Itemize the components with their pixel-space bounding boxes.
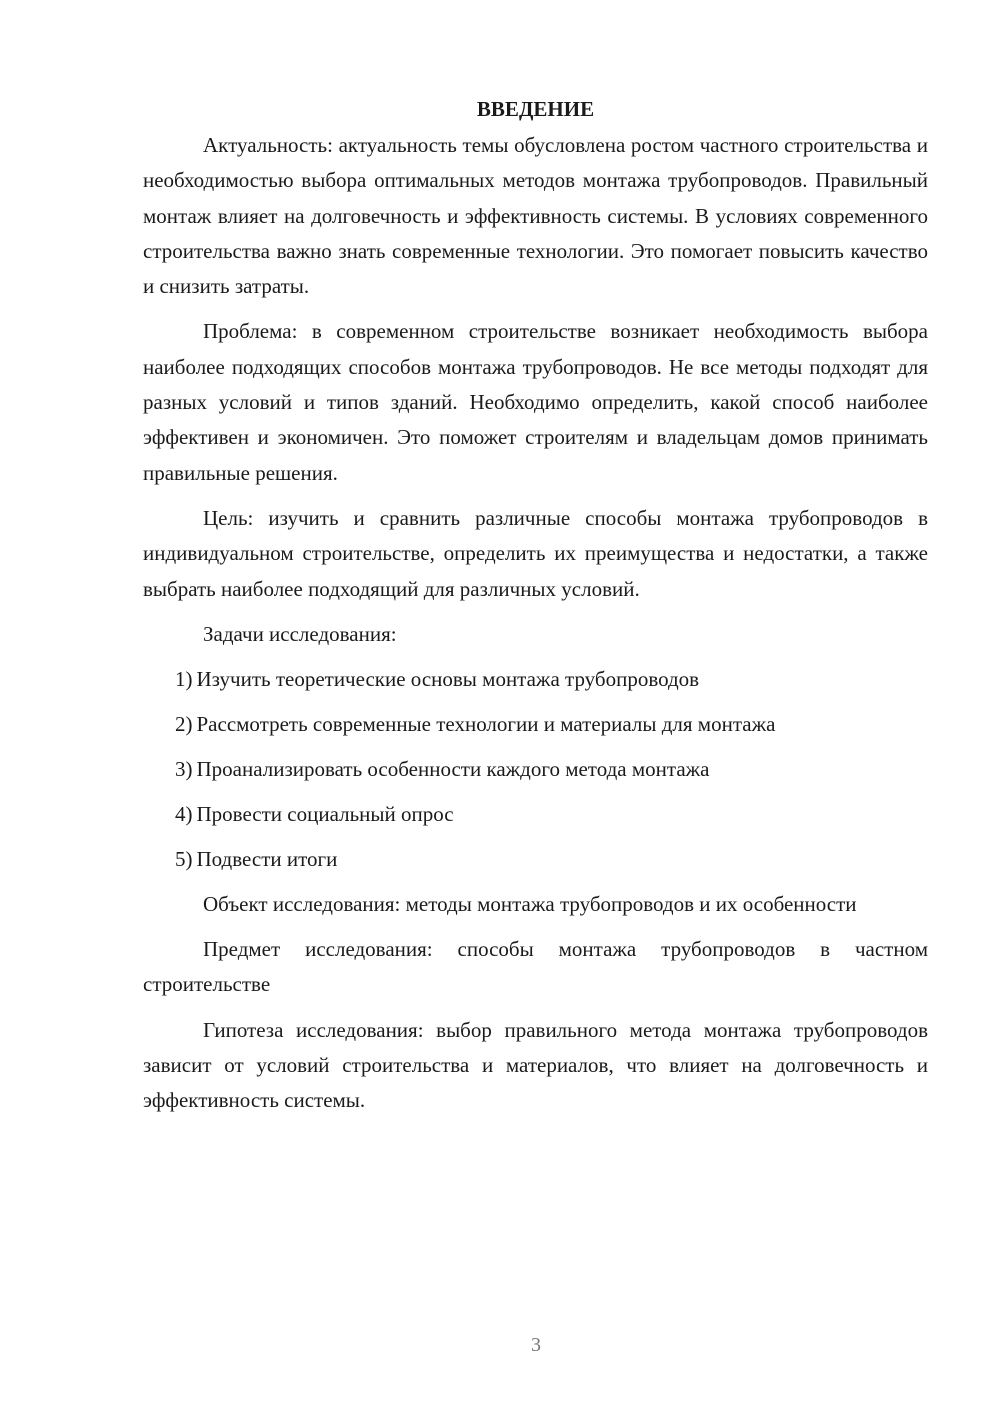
- task-number: 2): [175, 711, 193, 736]
- task-item: [143, 707, 928, 742]
- paragraph-object: Объект исследования: методы монтажа трубопроводов и их особенности: [203, 891, 857, 916]
- page-number: 3: [531, 1334, 541, 1356]
- task-item: [143, 752, 928, 787]
- task-text: Рассмотреть современные технологии и материалы для монтажа: [196, 711, 776, 736]
- document-page: [143, 92, 928, 1119]
- task-text: Подвести итоги: [196, 846, 338, 871]
- paragraph-hypothesis: Гипотеза исследования: выбор правильного метода монтажа трубопроводов зависит от условий строительства и материалов, что влияет на долговечность и эффективность системы.: [143, 1017, 928, 1113]
- task-text: Провести социальный опрос: [196, 801, 454, 826]
- task-number: 1): [175, 666, 193, 691]
- task-number: 3): [175, 756, 193, 781]
- task-number: 5): [175, 846, 193, 871]
- task-text: Изучить теоретические основы монтажа трубопроводов: [196, 666, 700, 691]
- task-text: Проанализировать особенности каждого метода монтажа: [196, 756, 710, 781]
- task-list: [143, 662, 928, 877]
- task-item: [143, 842, 928, 877]
- task-item: [143, 797, 928, 832]
- task-item: [143, 662, 928, 697]
- task-number: 4): [175, 801, 193, 826]
- paragraph-subject: Предмет исследования: способы монтажа трубопроводов в частном строительстве: [143, 937, 928, 997]
- paragraph-relevance: Актуальность: актуальность темы обусловлена ростом частного строительства и необходимостью выбора оптимальных методов монтажа трубопроводов. Правильный монтаж влияет на долговечность и эффективность системы. В условиях современного строительства важно знать современные технологии. Это помогает повысить качество и снизить затраты.: [143, 133, 928, 299]
- paragraph-goal: Цель: изучить и сравнить различные способы монтажа трубопроводов в индивидуальном строительстве, определить их преимущества и недостатки, а также выбрать наиболее подходящий для различных условий.: [143, 505, 928, 601]
- section-title: ВВЕДЕНИЕ: [476, 97, 595, 121]
- paragraph-problem: Проблема: в современном строительстве возникает необходимость выбора наиболее подходящих способов монтажа трубопроводов. Не все методы подходят для разных условий и типов зданий. Необходимо определить, какой способ наиболее эффективен и экономичен. Это поможет строителям и владельцам домов принимать правильные решения.: [143, 319, 928, 485]
- tasks-heading: Задачи исследования:: [203, 621, 397, 646]
